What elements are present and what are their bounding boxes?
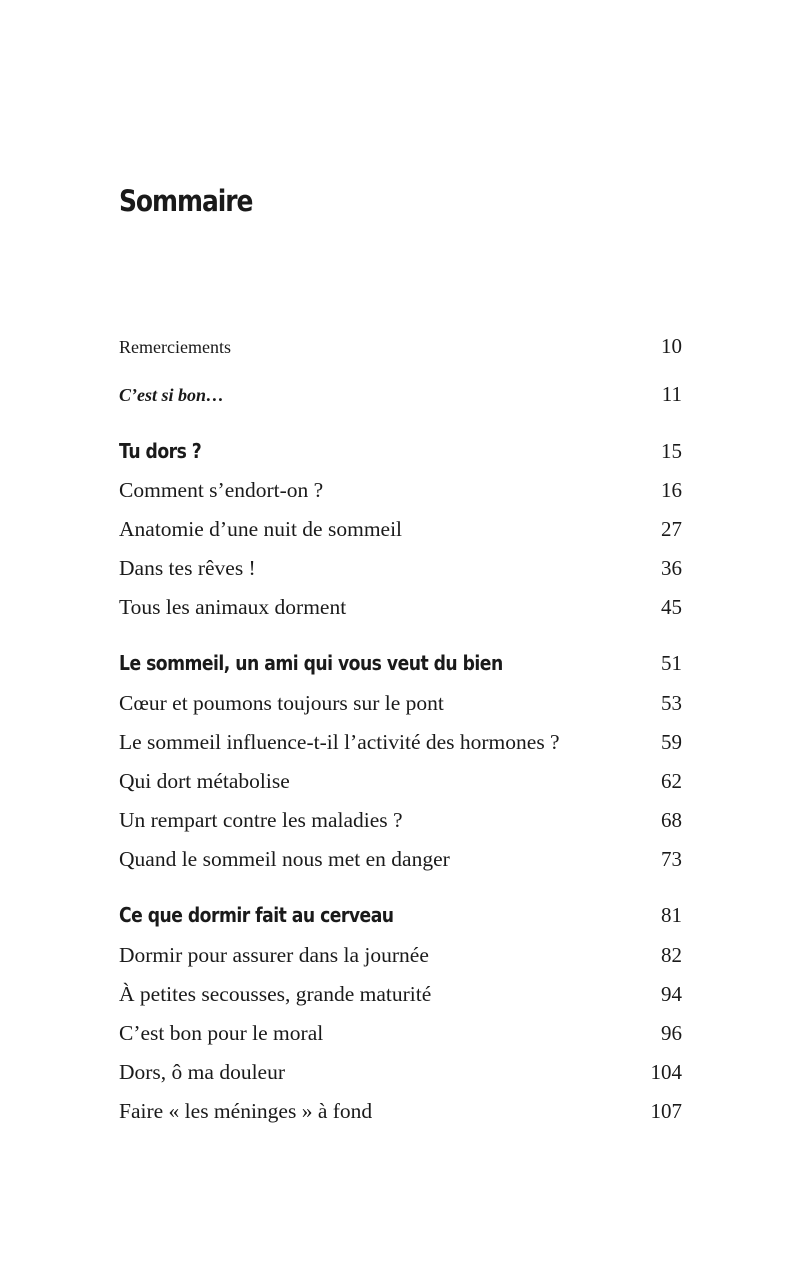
- toc-part-row[interactable]: [119, 439, 682, 469]
- toc-page-number: 11: [661, 382, 682, 406]
- toc-entry-label: Un rempart contre les maladies ?: [119, 808, 403, 832]
- toc-row[interactable]: [119, 808, 682, 838]
- toc-page-number: 45: [661, 595, 682, 619]
- toc-page-number: 62: [661, 769, 682, 793]
- toc-row[interactable]: [119, 847, 682, 877]
- toc-entry-label: C’est si bon…: [119, 385, 225, 405]
- toc-page-number: 96: [661, 1021, 682, 1045]
- toc-entry-label: Comment s’endort-on ?: [119, 478, 324, 502]
- toc-row[interactable]: [119, 1021, 682, 1051]
- toc-row[interactable]: [119, 691, 682, 721]
- toc-entry-label: Cœur et poumons toujours sur le pont: [119, 691, 444, 715]
- toc-entry-label: Dans tes rêves !: [119, 556, 256, 580]
- toc-page-number: 53: [661, 691, 682, 715]
- toc-row[interactable]: [119, 382, 682, 412]
- toc-row[interactable]: [119, 334, 682, 364]
- toc-row[interactable]: [119, 595, 682, 625]
- toc-page-number: 73: [661, 847, 682, 871]
- toc-page-number: 51: [661, 651, 682, 675]
- toc-entry-label: Tous les animaux dorment: [119, 595, 347, 619]
- toc-entry-label: À petites secousses, grande maturité: [119, 982, 432, 1006]
- toc-row[interactable]: [119, 1099, 682, 1129]
- toc-row[interactable]: [119, 769, 682, 799]
- toc-page-number: 104: [650, 1060, 682, 1084]
- toc-entry-label: Le sommeil influence-t-il l’activité des hormones ?: [119, 730, 560, 754]
- toc-entry-label: Dors, ô ma douleur: [119, 1060, 285, 1084]
- toc-row[interactable]: [119, 556, 682, 586]
- toc-page-number: 107: [650, 1099, 682, 1123]
- toc-entry-label: Dormir pour assurer dans la journée: [119, 943, 429, 967]
- toc-row[interactable]: [119, 478, 682, 508]
- toc-page-number: 15: [661, 439, 682, 463]
- toc-page-number: 27: [661, 517, 682, 541]
- toc-page-number: 10: [661, 334, 682, 358]
- toc-part-title: Le sommeil, un ami qui vous veut du bien: [119, 651, 503, 675]
- toc-page-number: 59: [661, 730, 682, 754]
- toc-row[interactable]: [119, 982, 682, 1012]
- toc-page-number: 16: [661, 478, 682, 502]
- toc-row[interactable]: [119, 517, 682, 547]
- toc-page-number: 68: [661, 808, 682, 832]
- toc-entry-label: Faire « les méninges » à fond: [119, 1099, 373, 1123]
- page-title: Sommaire: [119, 184, 253, 218]
- toc-row[interactable]: [119, 943, 682, 973]
- toc-entry-label: Anatomie d’une nuit de sommeil: [119, 517, 403, 541]
- toc-part-title: Tu dors ?: [119, 439, 202, 463]
- toc-row[interactable]: [119, 1060, 682, 1090]
- toc-part-title: Ce que dormir fait au cerveau: [119, 903, 394, 927]
- toc-row[interactable]: [119, 730, 682, 760]
- toc-page-number: 82: [661, 943, 682, 967]
- toc-entry-label: Quand le sommeil nous met en danger: [119, 847, 450, 871]
- toc-entry-label: Remerciements: [119, 337, 231, 357]
- toc-page-number: 94: [661, 982, 682, 1006]
- toc-page-number: 81: [661, 903, 682, 927]
- toc-page-number: 36: [661, 556, 682, 580]
- toc-entry-label: Qui dort métabolise: [119, 769, 290, 793]
- toc-entry-label: C’est bon pour le moral: [119, 1021, 324, 1045]
- toc-part-row[interactable]: [119, 903, 682, 933]
- toc-part-row[interactable]: [119, 651, 682, 681]
